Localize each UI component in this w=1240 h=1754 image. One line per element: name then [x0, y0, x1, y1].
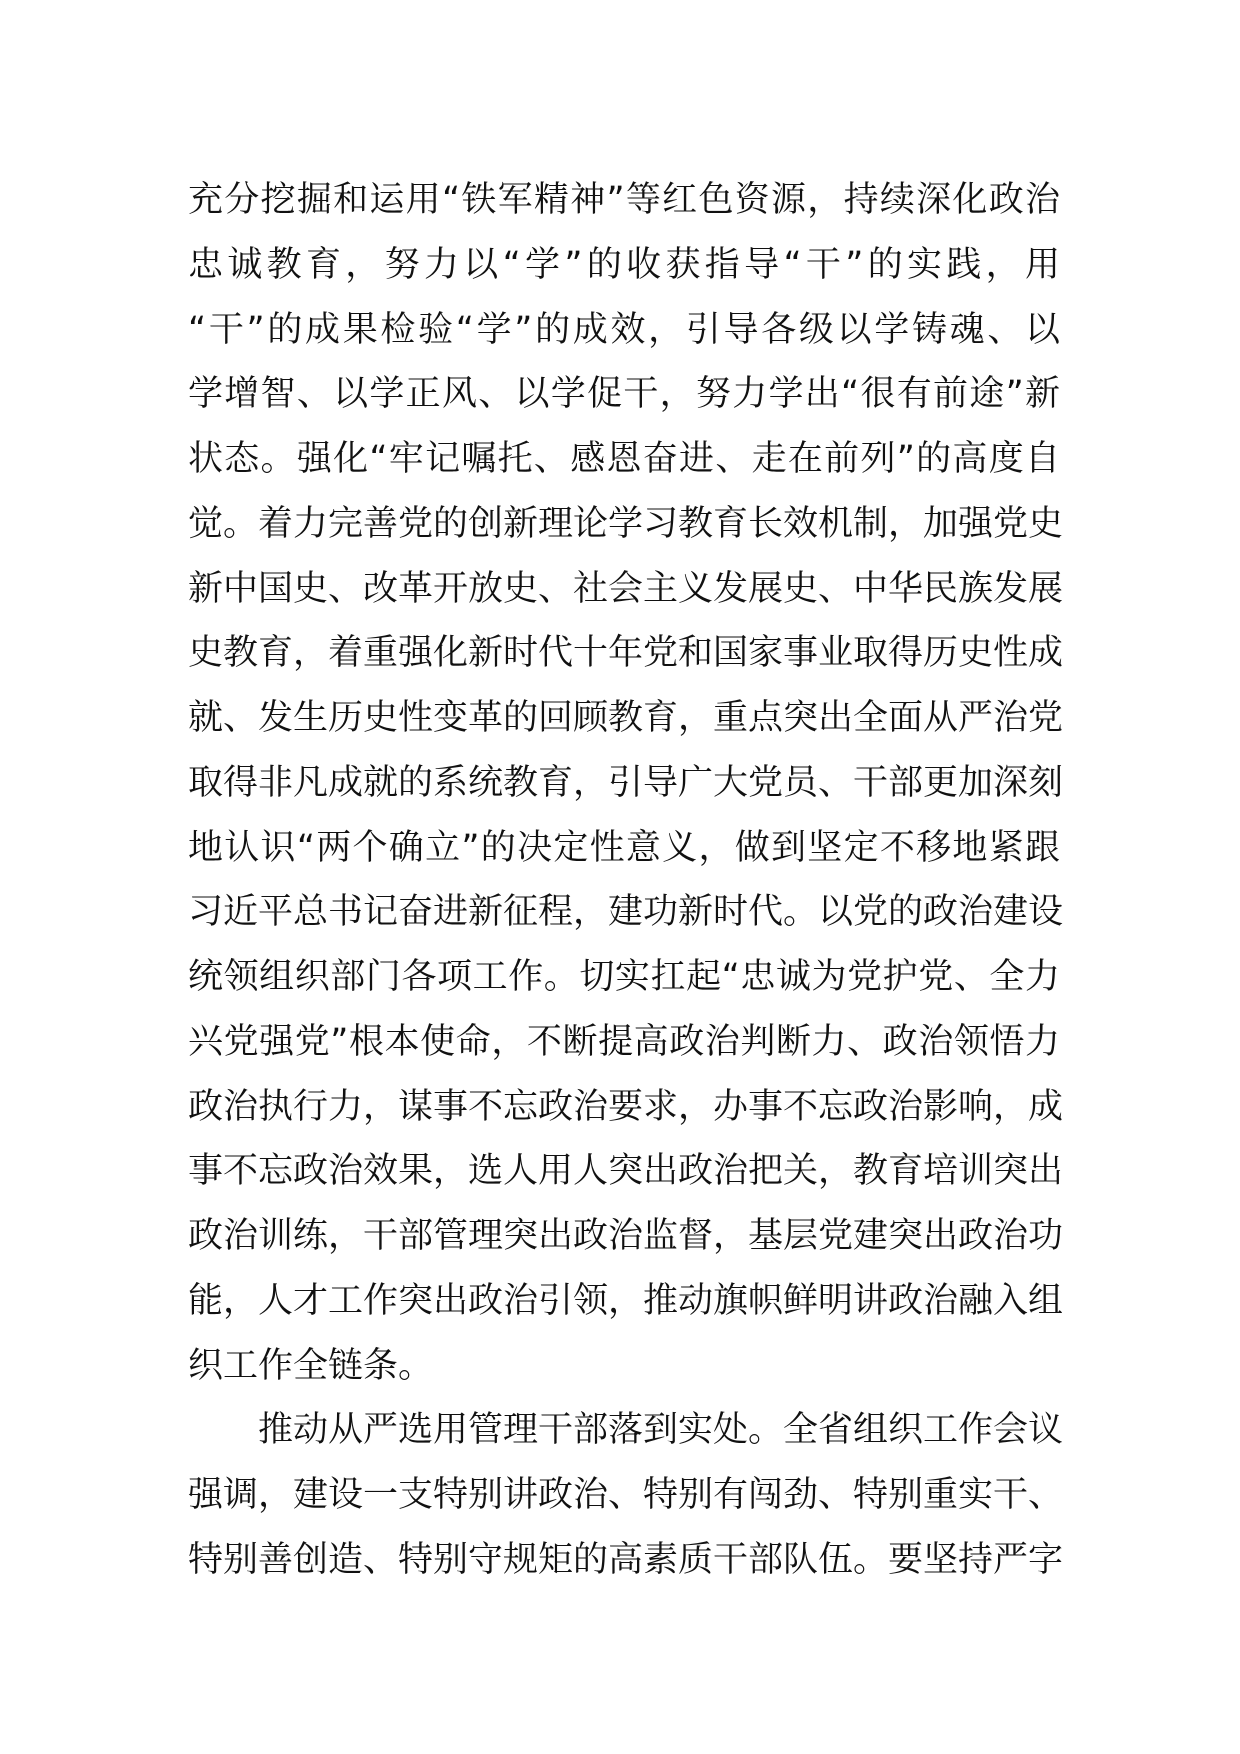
text-line: 织工作全链条。: [188, 1345, 434, 1386]
paragraph-2: [188, 1398, 1064, 1592]
text-line: “干”的成果检验“学”的成效，引导各级以学铸魂、以: [188, 309, 1060, 350]
text-line: 状态。强化“牢记嘱托、感恩奋进、走在前列”的高度自: [188, 439, 1060, 479]
text-line: 能，人才工作突出政治引领，推动旗帜鲜明讲政治融入组: [188, 1280, 1064, 1321]
text-line: 充分挖掘和运用“铁军精神”等红色资源，持续深化政治: [188, 180, 1060, 220]
text-line: 史教育，着重强化新时代十年党和国家事业取得历史性成: [188, 633, 1064, 674]
text-line: 新中国史、改革开放史、社会主义发展史、中华民族发展: [188, 568, 1064, 609]
text-line: 推动从严选用管理干部落到实处。全省组织工作会议: [188, 1410, 1064, 1451]
text-line: 政治执行力，谋事不忘政治要求，办事不忘政治影响，成: [188, 1086, 1064, 1127]
text-line: 取得非凡成就的系统教育，引导广大党员、干部更加深刻: [188, 762, 1064, 803]
text-line: 特别善创造、特别守规矩的高素质干部队伍。要坚持严字: [188, 1539, 1064, 1580]
text-line: 忠诚教育，努力以“学”的收获指导“干”的实践，用: [188, 244, 1060, 285]
text-line: 地认识“两个确立”的决定性意义，做到坚定不移地紧跟: [188, 827, 1060, 868]
text-line: 政治训练，干部管理突出政治监督，基层党建突出政治功: [188, 1216, 1064, 1256]
text-line: 学增智、以学正风、以学促干，努力学出“很有前途”新: [188, 374, 1060, 415]
text-line: 统领组织部门各项工作。切实扛起“忠诚为党护党、全力: [188, 957, 1060, 997]
text-line: 强调，建设一支特别讲政治、特别有闯劲、特别重实干、: [188, 1475, 1064, 1515]
text-line: 事不忘政治效果，选人用人突出政治把关，教育培训突出: [188, 1151, 1064, 1192]
body-text: [188, 168, 1064, 1593]
text-line: 习近平总书记奋进新征程，建功新时代。以党的政治建设: [188, 892, 1064, 933]
text-line: 觉。着力完善党的创新理论学习教育长效机制，加强党史: [188, 503, 1064, 544]
paragraph-1: [188, 168, 1064, 1398]
text-line: 兴党强党”根本使命，不断提高政治判断力、政治领悟力: [188, 1021, 1060, 1062]
text-line: 就、发生历史性变革的回顾教育，重点突出全面从严治党: [188, 698, 1064, 738]
